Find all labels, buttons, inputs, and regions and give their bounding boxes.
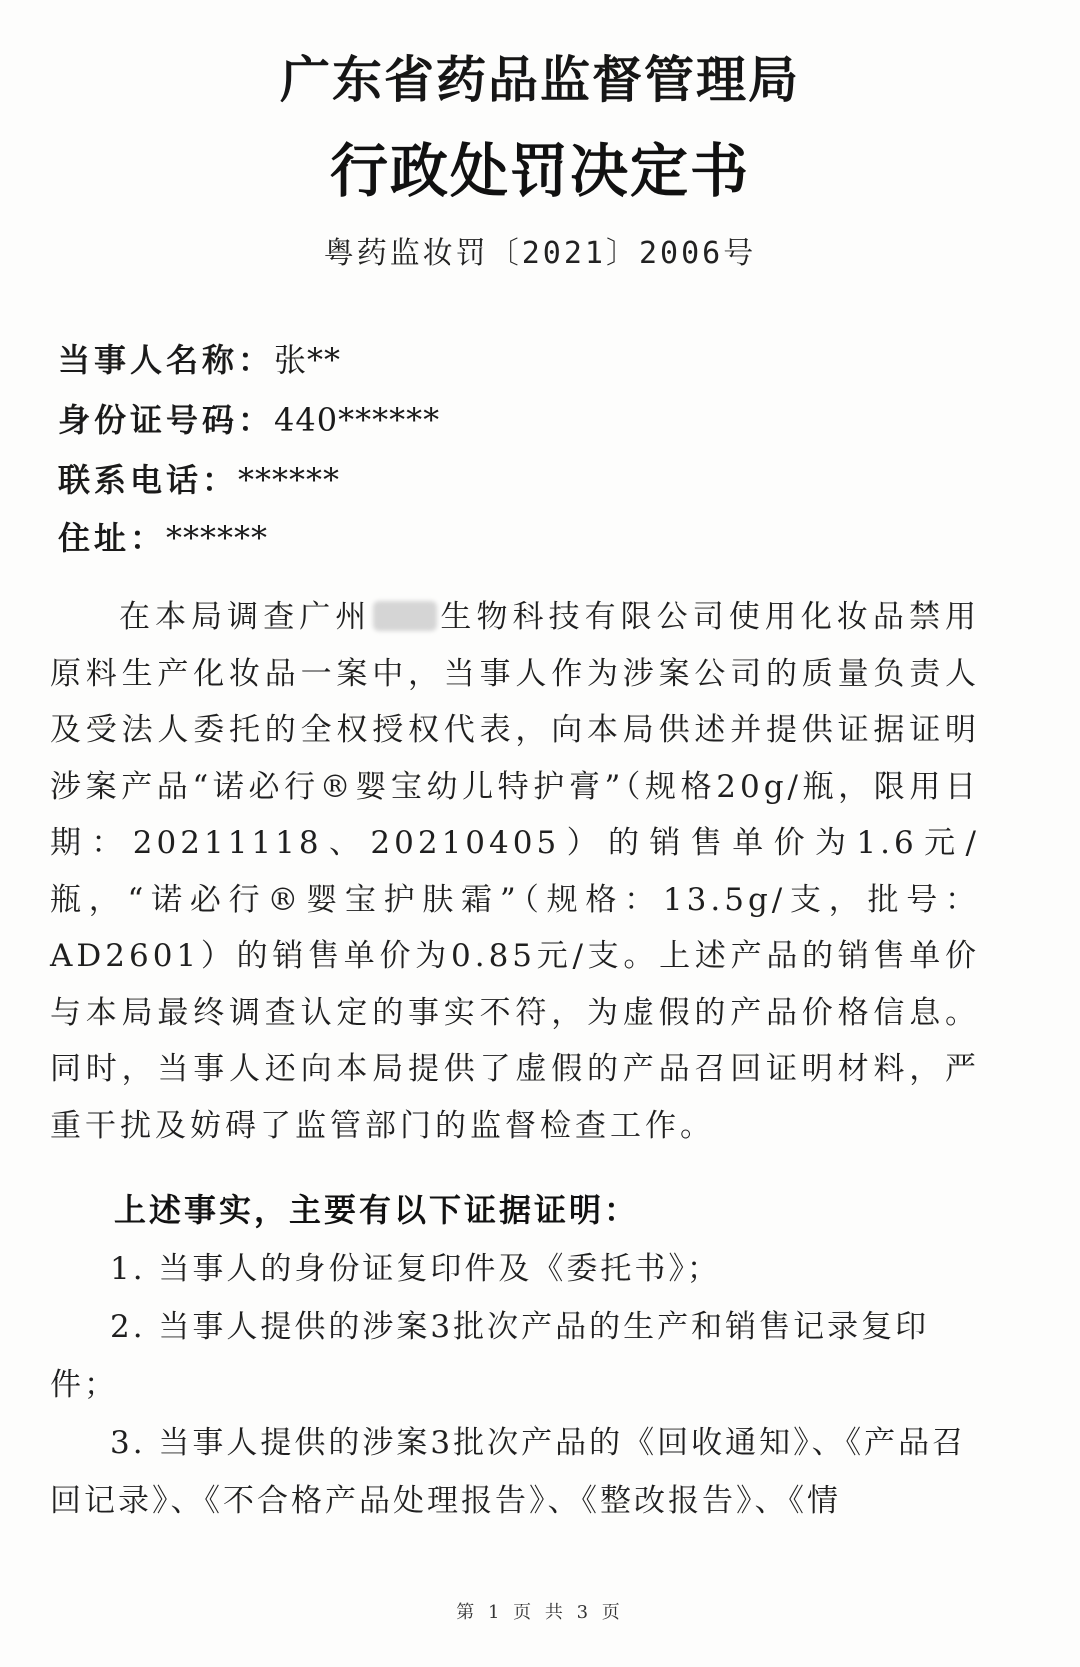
evidence-item: 2. 当事人提供的涉案3批次产品的生产和销售记录复印件； [50,1309,930,1403]
party-phone-label: 联系电话： [58,461,239,499]
party-phone-field [58,455,340,501]
party-address-field [58,513,268,559]
evidence-item: 3. 当事人提供的涉案3批次产品的《回收通知》、《产品召回记录》、《不合格产品处理报告》、《整改报告》、《情 [50,1425,967,1519]
party-name-label: 当事人名称： [58,341,275,379]
evidence-list [50,1240,980,1530]
case-facts-paragraph [50,589,980,1154]
evidence-item: 1. 当事人的身份证复印件及《委托书》； [110,1251,721,1287]
page-indicator: 第 1 页 共 3 页 [456,1602,624,1623]
document-number: 粤药监妆罚〔2021〕2006号 [323,236,757,271]
party-address-label: 住址： [58,519,167,557]
case-facts-part1: 在本局调查广州 [118,599,372,635]
party-name-field [58,335,341,381]
party-id-label: 身份证号码： [58,401,275,439]
case-facts-part2: 生物科技有限公司使用化妆品禁用原料生产化妆品一案中，当事人作为涉案公司的质量负责人及受法人委托的全权授权代表，向本局供述并提供证据证明涉案产品“诺必行®婴宝幼儿特护膏”（规格20g/瓶，限用日期：20211118、20210405）的销售单价为1.6元/瓶，“诺必行®婴宝护肤霜”（规格：13.5g/支，批号：AD2601）的销售单价为0.85元/支。上述产品的销售单价与本局最终调查认定的事实不符，为虚假的产品价格信息。同时，当事人还向本局提供了虚假的产品召回证明材料，严重干扰及妨碍了监管部门的监督检查工作。 [50,599,981,1144]
agency-title: 广东省药品监督管理局 [280,50,800,109]
party-id-value: 440****** [274,401,441,439]
evidence-heading: 上述事实，主要有以下证据证明： [114,1191,640,1229]
redacted-company-name [373,601,437,631]
document-type-title: 行政处罚决定书 [329,137,750,205]
party-phone-value: ****** [238,461,341,499]
party-address-value: ****** [166,519,269,557]
party-id-field [58,395,440,441]
party-name-value: 张** [274,341,342,379]
